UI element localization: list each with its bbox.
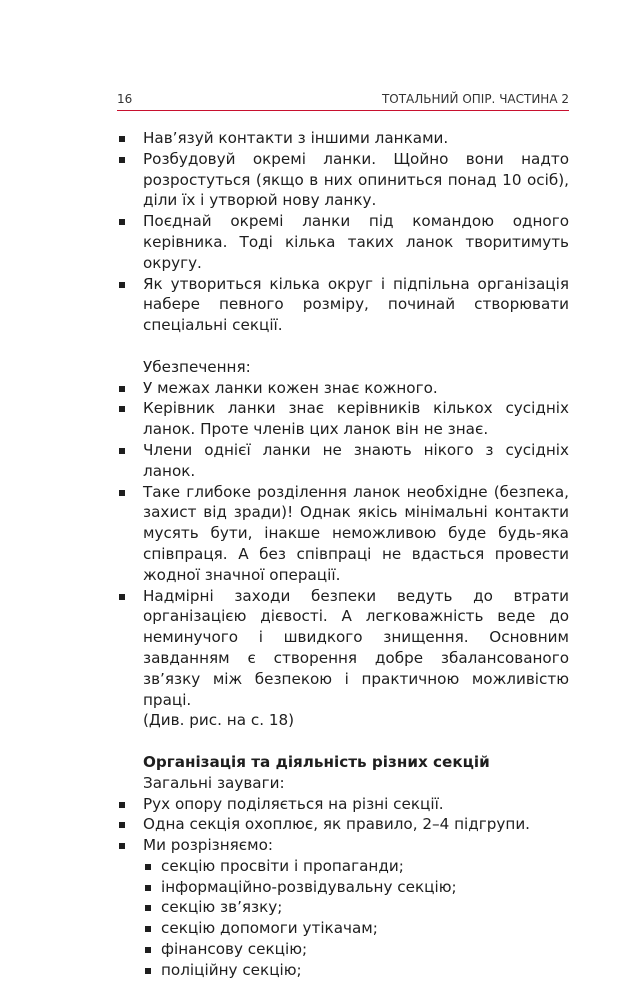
list-item-text: Ми розрізняємо: bbox=[143, 836, 274, 855]
sub-list-item: поліційну секцію; bbox=[143, 960, 569, 981]
sub-list-item: секцію просвіти і пропаганди; bbox=[143, 856, 569, 877]
bullet-list-sections bbox=[117, 794, 569, 981]
list-item: Надмірні заходи безпеки ведуть до втрати організацією дієвості. А легковажність веде до неминучого і швидкого знищення. Основним завданням є створення добре збалансованого зв’язку між безпекою і практичною можливістю праці. bbox=[117, 586, 569, 711]
list-item: Рух опору поділяється на різні секції. bbox=[117, 794, 569, 815]
list-item: Як утвориться кілька округ і підпільна організація набере певного розміру, починай створювати спеціальні секції. bbox=[117, 274, 569, 336]
list-item: Таке глибоке розділення ланок необхідне (безпека, захист від зради)! Однак якісь мінімальні контакти мусять бути, інакше неможливою буде будь-яка співпраця. А без співпраці не вдасться провести жодної значної операції. bbox=[117, 482, 569, 586]
spacer bbox=[117, 336, 569, 357]
list-item: Нав’язуй контакти з іншими ланками. bbox=[117, 128, 569, 149]
sub-list-item: секцію зв’язку; bbox=[143, 897, 569, 918]
sub-list-item: секцію допомоги утікачам; bbox=[143, 918, 569, 939]
sub-list-item: фінансову секцію; bbox=[143, 939, 569, 960]
list-item bbox=[117, 835, 569, 981]
general-label: Загальні зауваги: bbox=[143, 773, 285, 792]
running-header bbox=[117, 92, 569, 106]
security-label: Убезпечення: bbox=[143, 357, 251, 376]
bullet-list-expansion bbox=[117, 128, 569, 336]
body-text bbox=[117, 128, 569, 981]
list-item: Розбудовуй окремі ланки. Щойно вони надто розростуться (якщо в них опиниться понад 10 осіб), діли їх і утворюй нову ланку. bbox=[117, 149, 569, 211]
running-title: ТОТАЛЬНИЙ ОПІР. ЧАСТИНА 2 bbox=[381, 92, 569, 106]
sub-list-item: інформаційно-розвідувальну секцію; bbox=[143, 877, 569, 898]
page-number: 16 bbox=[117, 92, 133, 106]
figure-reference: (Див. рис. на с. 18) bbox=[143, 711, 295, 730]
section-types-list bbox=[143, 856, 569, 981]
section-heading: Організація та діяльність різних секцій bbox=[143, 752, 490, 771]
list-item: Члени однієї ланки не знають нікого з сусідніх ланок. bbox=[117, 440, 569, 482]
list-item: Поєднай окремі ланки під командою одного керівника. Тоді кілька таких ланок творитимуть округу. bbox=[117, 211, 569, 273]
header-rule bbox=[117, 110, 569, 111]
spacer bbox=[117, 731, 569, 752]
list-item: Одна секція охоплює, як правило, 2–4 підгрупи. bbox=[117, 814, 569, 835]
list-item: Керівник ланки знає керівників кількох сусідніх ланок. Проте членів цих ланок він не знає. bbox=[117, 398, 569, 440]
bullet-list-security bbox=[117, 378, 569, 711]
list-item: У межах ланки кожен знає кожного. bbox=[117, 378, 569, 399]
